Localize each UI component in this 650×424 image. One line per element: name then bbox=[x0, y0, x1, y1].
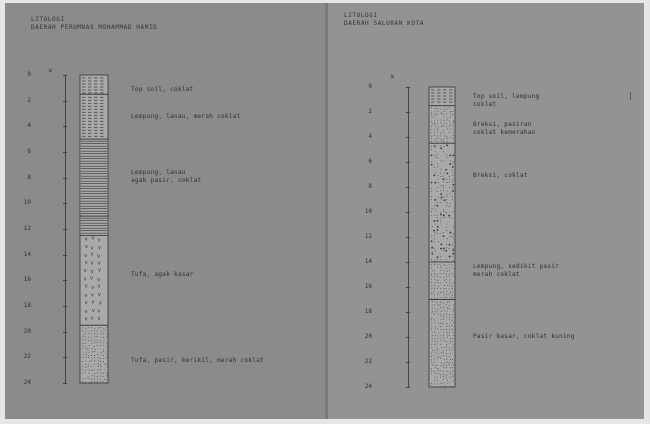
left-layer-description: Lempung, lanau agak pasir, coklat bbox=[131, 168, 202, 184]
svg-text:v: v bbox=[84, 316, 88, 323]
right-depth-label: 0 bbox=[368, 83, 372, 90]
left-axis-tick bbox=[63, 152, 67, 153]
left-lithology-column bbox=[79, 74, 109, 384]
svg-text:v: v bbox=[97, 315, 101, 322]
left-axis-tick bbox=[63, 332, 67, 333]
svg-text:v: v bbox=[90, 260, 94, 267]
svg-text:v: v bbox=[97, 283, 101, 290]
right-axis-tick bbox=[406, 337, 410, 338]
svg-text:v: v bbox=[91, 307, 95, 314]
right-axis-tick bbox=[406, 212, 410, 213]
svg-text:v: v bbox=[97, 245, 101, 252]
left-axis-tick bbox=[63, 280, 67, 281]
svg-text:v: v bbox=[90, 275, 94, 282]
left-depth-label: 2 bbox=[27, 96, 31, 104]
left-axis-tick bbox=[63, 255, 67, 256]
left-layer-description: Tufa, pasir, kerikil, merah coklat bbox=[131, 357, 265, 365]
left-layer-lines bbox=[80, 216, 108, 235]
right-axis-tick bbox=[406, 112, 410, 113]
left-layer-dots bbox=[80, 325, 108, 383]
svg-text:v: v bbox=[84, 283, 88, 290]
right-title-line1: LITOLOGI bbox=[344, 12, 378, 19]
right-axis-tick bbox=[406, 312, 410, 313]
right-layer-description: Breksi, coklat bbox=[473, 171, 528, 179]
left-title-line2: DAERAH PERUMNAS MOHAMMAD HAMID bbox=[31, 24, 158, 31]
svg-text:v: v bbox=[84, 300, 88, 307]
right-axis-tick bbox=[406, 187, 410, 188]
right-layer-description: Pasir kasar, coklat kuning bbox=[473, 333, 575, 340]
right-layer-description: Lempung, sedikit pasir merah coklat bbox=[473, 263, 560, 278]
svg-text:v: v bbox=[91, 299, 95, 306]
right-axis-tick bbox=[406, 237, 410, 238]
right-title-line2: DAERAH SALURAN KOTA bbox=[344, 20, 425, 27]
left-depth-label: 10 bbox=[23, 199, 31, 207]
svg-text:v: v bbox=[98, 267, 101, 274]
right-layer-dashes bbox=[429, 87, 455, 106]
svg-text:v: v bbox=[84, 244, 88, 251]
right-depth-label: 24 bbox=[364, 383, 372, 390]
left-depth-label: 16 bbox=[23, 276, 31, 284]
right-layer-description: Breksi, pasiran coklat kemerahan bbox=[473, 120, 536, 136]
svg-text:v: v bbox=[97, 276, 101, 283]
left-axis-tick bbox=[63, 178, 67, 179]
svg-text:v: v bbox=[97, 308, 101, 315]
svg-text:v: v bbox=[90, 251, 94, 258]
right-depth-label: 8 bbox=[368, 183, 372, 190]
svg-text:v: v bbox=[84, 308, 88, 315]
left-axis-tick bbox=[63, 229, 67, 230]
left-axis-tick bbox=[63, 126, 67, 127]
svg-text:v: v bbox=[84, 253, 88, 260]
left-axis-tick bbox=[63, 203, 67, 204]
right-layer-description: Top soil, lempung coklat bbox=[473, 93, 540, 108]
left-page bbox=[5, 3, 327, 419]
right-depth-label: 4 bbox=[368, 133, 372, 140]
left-depth-label: 12 bbox=[23, 225, 31, 232]
right-lithology-column bbox=[428, 86, 456, 388]
left-axis-tick bbox=[63, 306, 67, 307]
left-layer-dashes bbox=[80, 94, 108, 139]
svg-text:v: v bbox=[97, 237, 101, 244]
left-layer-dashes bbox=[80, 75, 108, 94]
right-layer-dots bbox=[429, 262, 455, 300]
svg-text:v: v bbox=[83, 267, 87, 274]
right-depth-label: 6 bbox=[368, 158, 372, 165]
svg-text:v: v bbox=[91, 285, 95, 292]
left-depth-label: 0 bbox=[27, 71, 31, 78]
svg-text:v: v bbox=[97, 253, 101, 260]
svg-text:v: v bbox=[98, 300, 102, 307]
svg-text:v: v bbox=[97, 260, 101, 267]
left-depth-label: 14 bbox=[23, 250, 31, 258]
left-axis-tick bbox=[63, 75, 67, 76]
svg-text:v: v bbox=[90, 268, 94, 275]
left-depth-label: 20 bbox=[23, 327, 31, 335]
right-depth-label: 16 bbox=[364, 283, 372, 290]
left-layer-tuff bbox=[80, 235, 108, 325]
left-axis-tick bbox=[63, 357, 67, 358]
right-axis-tick bbox=[406, 362, 410, 363]
right-axis-tick bbox=[406, 87, 410, 88]
left-layer-lines bbox=[80, 139, 108, 216]
svg-text:v: v bbox=[91, 235, 95, 242]
svg-text:v: v bbox=[90, 245, 94, 252]
right-depth-label: 2 bbox=[368, 108, 372, 115]
svg-text:v: v bbox=[83, 276, 87, 283]
right-depth-label: 12 bbox=[364, 233, 372, 240]
right-title bbox=[344, 12, 424, 28]
left-layer-description: Tufa, agak kasar bbox=[131, 271, 194, 279]
right-depth-label: 14 bbox=[364, 258, 372, 265]
left-axis-tick bbox=[63, 101, 67, 102]
right-axis-marker: × bbox=[390, 72, 395, 81]
svg-text:v: v bbox=[84, 260, 88, 267]
left-title-line1: LITOLOGI bbox=[31, 16, 65, 23]
left-layer-description: Top soil, coklat bbox=[131, 86, 194, 94]
right-layer-dots bbox=[429, 106, 455, 144]
left-depth-label: 18 bbox=[23, 302, 31, 309]
left-depth-label: 6 bbox=[27, 148, 31, 155]
right-edge-mark: | bbox=[628, 91, 633, 100]
right-axis-tick bbox=[406, 162, 410, 163]
right-axis-tick bbox=[406, 262, 410, 263]
left-axis-tick bbox=[63, 383, 67, 384]
right-axis-tick bbox=[406, 137, 410, 138]
left-depth-label: 8 bbox=[27, 173, 31, 181]
left-axis-marker: × bbox=[48, 66, 53, 75]
right-depth-label: 20 bbox=[364, 333, 372, 340]
left-layer-description: Lempung, lanau, merah coklat bbox=[131, 113, 241, 121]
right-axis-tick bbox=[406, 287, 410, 288]
svg-text:v: v bbox=[84, 293, 88, 300]
svg-text:v: v bbox=[90, 315, 94, 322]
left-depth-label: 24 bbox=[23, 379, 31, 386]
svg-text:v: v bbox=[97, 291, 101, 298]
right-axis-tick bbox=[406, 387, 410, 388]
right-layer-dots bbox=[429, 300, 455, 388]
right-depth-label: 22 bbox=[364, 358, 372, 365]
right-depth-label: 10 bbox=[364, 208, 372, 215]
left-depth-label: 22 bbox=[23, 353, 31, 361]
svg-text:v: v bbox=[84, 236, 88, 243]
right-layer-gravel bbox=[429, 143, 455, 262]
svg-text:v: v bbox=[90, 292, 94, 299]
left-depth-label: 4 bbox=[27, 122, 31, 130]
right-depth-label: 18 bbox=[364, 308, 372, 315]
right-page bbox=[328, 3, 644, 419]
left-title bbox=[31, 16, 157, 32]
